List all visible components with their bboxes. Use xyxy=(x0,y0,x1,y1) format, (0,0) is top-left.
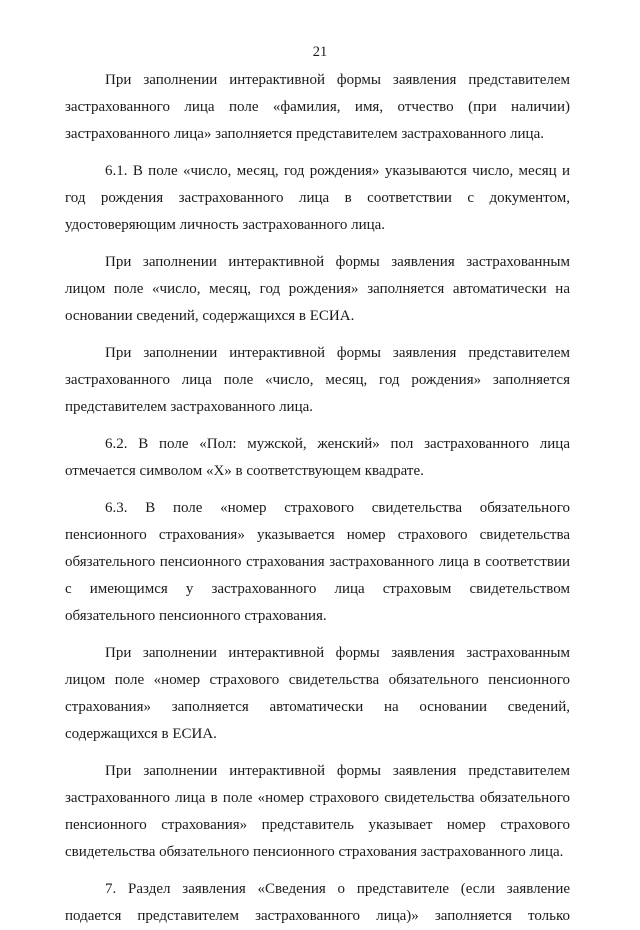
page-number: 21 xyxy=(312,44,328,60)
paragraph-birth-date-auto: При заполнении интерактивной формы заявления застрахованным лицом поле «число, месяц, год рождения» заполняется автоматически на основании сведений, содержащихся в ЕСИА. xyxy=(65,254,570,324)
body-text xyxy=(65,67,570,930)
paragraph-representative-fio: При заполнении интерактивной формы заявления представителем застрахованного лица поле «фамилия, имя, отчество (при наличии) застрахованного лица» заполняется представителем застрахованного лица. xyxy=(65,72,570,142)
paragraph-snils-representative: При заполнении интерактивной формы заявления представителем застрахованного лица в поле «номер страхового свидетельства обязательного пенсионного страхования» представитель указывает номер страхового свидетельства обязательного пенсионного страхования застрахованного лица. xyxy=(65,763,570,860)
paragraph-6-2-gender: 6.2. В поле «Пол: мужской, женский» пол застрахованного лица отмечается символом «Х» в соответствующем квадрате. xyxy=(65,436,570,479)
paragraph-6-3-snils: 6.3. В поле «номер страхового свидетельства обязательного пенсионного страхования» указывается номер страхового свидетельства обязательного пенсионного страхования застрахованного лица в соответствии с имеющимся у застрахованного лица страховым свидетельством обязательного пенсионного страхования. xyxy=(65,500,570,624)
paragraph-7-representative-section: 7. Раздел заявления «Сведения о представителе (если заявление подается представителем застрахованного лица)» заполняется только xyxy=(65,881,570,924)
paragraph-birth-date-representative: При заполнении интерактивной формы заявления представителем застрахованного лица поле «число, месяц, год рождения» заполняется представителем застрахованного лица. xyxy=(65,345,570,415)
paragraph-snils-auto: При заполнении интерактивной формы заявления застрахованным лицом поле «номер страхового свидетельства обязательного пенсионного страхования» заполняется автоматически на основании сведений, содержащихся в ЕСИА. xyxy=(65,645,570,742)
paragraph-6-1-birth-date: 6.1. В поле «число, месяц, год рождения» указываются число, месяц и год рождения застрахованного лица в соответствии с документом, удостоверяющим личность застрахованного лица. xyxy=(65,163,570,233)
